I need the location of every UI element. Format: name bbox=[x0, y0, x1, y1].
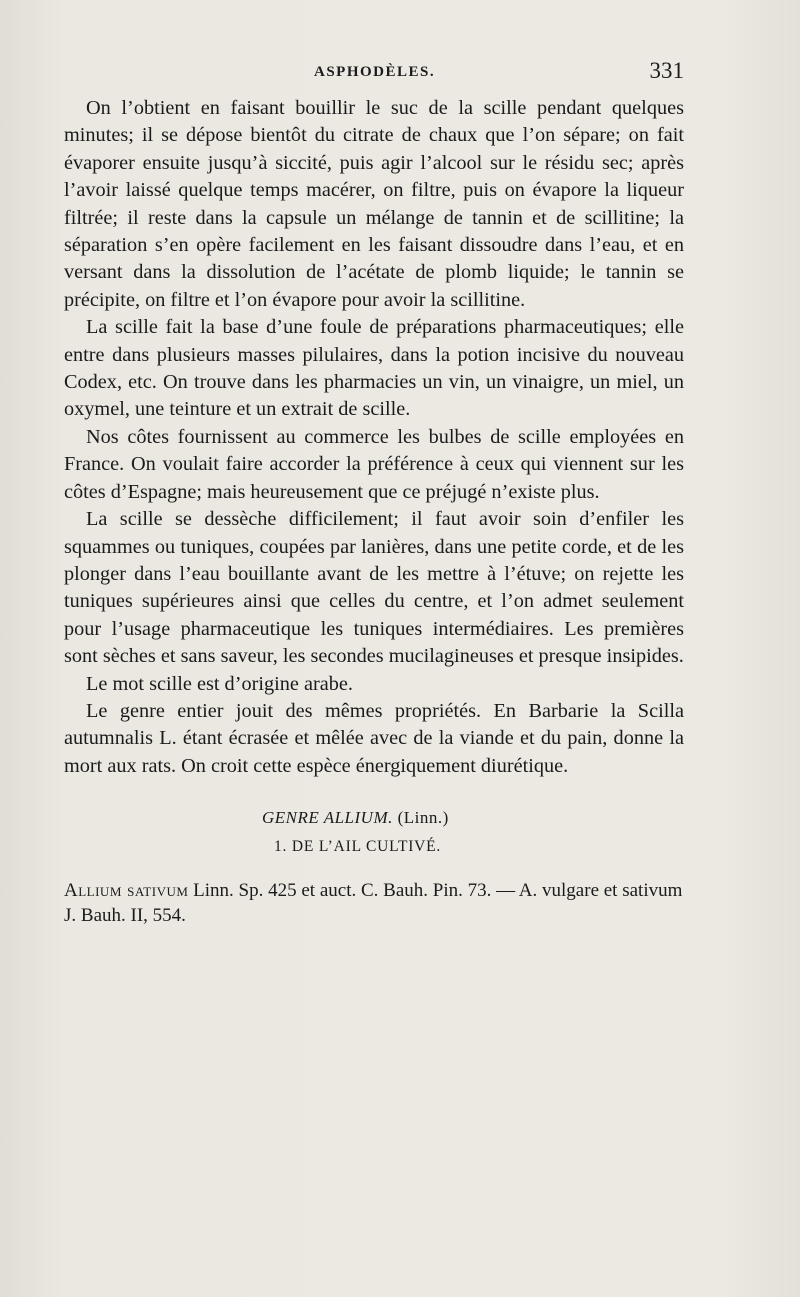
paragraph-extraction: On l’obtient en faisant bouillir le suc de la scille pendant quelques minutes; il se dépose bientôt du citrate de chaux que l’on sépare; on fait évaporer ensuite jusqu’à siccité, puis agir l’alcool sur le résidu sec; après l’avoir laissé quelque temps macérer, on filtre, puis on évapore la liqueur filtrée; il reste dans la capsule un mélange de tannin et de scillitine; la séparation s’en opère facilement en les faisant dissoudre dans l’eau, et en versant dans la dissolution de l’acétate de plomb liquide; le tannin se précipite, on filtre et l’on évapore pour avoir la scillitine. bbox=[64, 97, 684, 311]
running-title: ASPHODÈLES. bbox=[314, 64, 436, 80]
page-number: 331 bbox=[649, 58, 684, 83]
paragraph-commerce: Nos côtes fournissent au commerce les bulbes de scille employées en France. On voulait faire accorder la préférence à ceux qui viennent sur les côtes d’Espagne; mais heureusement que ce préjugé n’existe plus. bbox=[64, 425, 684, 503]
synonymy-text: Linn. Sp. 425 et auct. C. Bauh. Pin. 73. — A. vulgare et sativum J. Bauh. II, 554. bbox=[64, 880, 683, 927]
paragraph-preparations: La scille fait la base d’une foule de préparations pharmaceutiques; elle entre dans plusieurs masses pilulaires, dans la potion incisive du nouveau Codex, etc. On trouve dans les pharmacies un vin, un vinaigre, un miel, un oxymel, une teinture et un extrait de scille. bbox=[64, 316, 684, 421]
genre-heading bbox=[262, 806, 684, 830]
body-text bbox=[64, 95, 684, 928]
synonymy bbox=[64, 878, 684, 928]
genre-authority: (Linn.) bbox=[397, 808, 449, 828]
section-title: 1. DE L’AIL CULTIVÉ. bbox=[274, 838, 442, 856]
paragraph-etymology: Le mot scille est d’origine arabe. bbox=[86, 672, 353, 695]
genre-name: GENRE ALLIUM. bbox=[262, 808, 393, 828]
species-name: Allium sativum bbox=[64, 880, 189, 902]
paragraph-genus-properties: Le genre entier jouit des mêmes propriétés. En Barbarie la Scilla autumnalis L. étant écrasée et mêlée avec de la viande et du pain, donne la mort aux rats. On croit cette espèce énergiquement diurétique. bbox=[64, 699, 684, 777]
paragraph-drying: La scille se dessèche difficilement; il faut avoir soin d’enfiler les squammes ou tuniques, coupées par lanières, dans une petite corde, et de les plonger dans l’eau bouillante avant de les mettre à l’étuve; on rejette les tuniques supérieures ainsi que celles du centre, et l’on admet seulement pour l’usage pharmaceutique les tuniques intermédiaires. Les premières sont sèches et sans saveur, les secondes mucilagineuses et presque insipides. bbox=[64, 508, 684, 668]
page-header bbox=[64, 58, 684, 88]
